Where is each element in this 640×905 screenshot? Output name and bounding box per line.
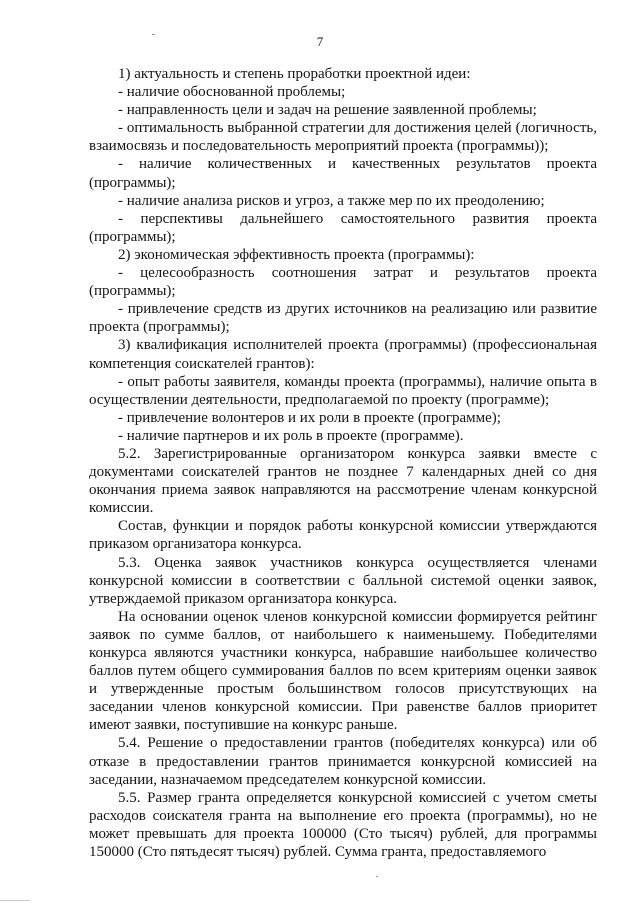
scan-speck <box>376 876 378 877</box>
paragraph: 2) экономическая эффективность проекта (программы): <box>118 246 475 263</box>
paragraph: На основании оценок членов конкурсной комиссии формируется рейтинг заявок по сумме баллов, от наибольшего к наименьшему. Победителями конкурса являются участники конкурса, набравшие наибольшее количество баллов путем общего суммирования баллов по всем критериям оценки заявок и утвержденные простым большинством голосов присутствующих на заседании членов конкурсной комиссии. При равенстве баллов приоритет имеют заявки, поступившие на конкурс раньше. <box>89 608 597 734</box>
paragraph: 5.4. Решение о предоставлении грантов (победителях конкурса) или об отказе в предоставлении грантов принимается конкурсной комиссией на заседании, назначаемом председателем конкурсной комиссии. <box>89 735 597 788</box>
paragraph: - наличие партнеров и их роль в проекте (программе). <box>118 427 464 444</box>
paragraph: - привлечение волонтеров и их роли в проекте (программе); <box>118 409 501 426</box>
paragraph: - целесообразность соотношения затрат и результатов проекта (программы); <box>89 265 597 300</box>
paragraph: - наличие анализа рисков и угроз, а также мер по их преодолению; <box>118 192 545 209</box>
document-body <box>89 65 597 861</box>
page-number: 7 <box>316 34 324 49</box>
scan-speck <box>0 900 30 901</box>
paragraph: 5.3. Оценка заявок участников конкурса осуществляется членами конкурсной комиссии в соответствии с балльной системой оценки заявок, утверждаемой приказом организатора конкурса. <box>89 554 597 607</box>
paragraph: Состав, функции и порядок работы конкурсной комиссии утверждаются приказом организатора конкурса. <box>89 518 597 553</box>
paragraph: - направленность цели и задач на решение заявленной проблемы; <box>118 102 537 119</box>
paragraph: 5.2. Зарегистрированные организатором конкурса заявки вместе с документами соискателей грантов не позднее 7 календарных дней со дня окончания приема заявок направляются на рассмотрение членам конкурсной комиссии. <box>89 445 597 517</box>
paragraph: 5.5. Размер гранта определяется конкурсной комиссией с учетом сметы расходов соискателя гранта на выполнение его проекта (программы), но не может превышать для проекта 100000 (Сто тысяч) рублей, для программы 150000 (Сто пятьдесят тысяч) рублей. Сумма гранта, предоставляемого <box>89 789 597 861</box>
paragraph: - перспективы дальнейшего самостоятельного развития проекта (программы); <box>89 210 597 245</box>
paragraph: - привлечение средств из других источников на реализацию или развитие проекта (программы); <box>89 301 597 336</box>
paragraph: 1) актуальность и степень проработки проектной идеи: <box>118 66 471 82</box>
paragraph: - опыт работы заявителя, команды проекта (программы), наличие опыта в осуществлении деятельности, предполагаемой по проекту (программе); <box>89 373 597 408</box>
paragraph: - наличие обоснованной проблемы; <box>118 84 346 101</box>
paragraph: 3) квалификация исполнителей проекта (программы) (профессиональная компетенция соискателей грантов): <box>89 337 597 372</box>
paragraph: - оптимальность выбранной стратегии для достижения целей (логичность, взаимосвязь и последовательность мероприятий проекта (программы)); <box>89 120 597 155</box>
paragraph: - наличие количественных и качественных результатов проекта (программы); <box>89 156 597 191</box>
